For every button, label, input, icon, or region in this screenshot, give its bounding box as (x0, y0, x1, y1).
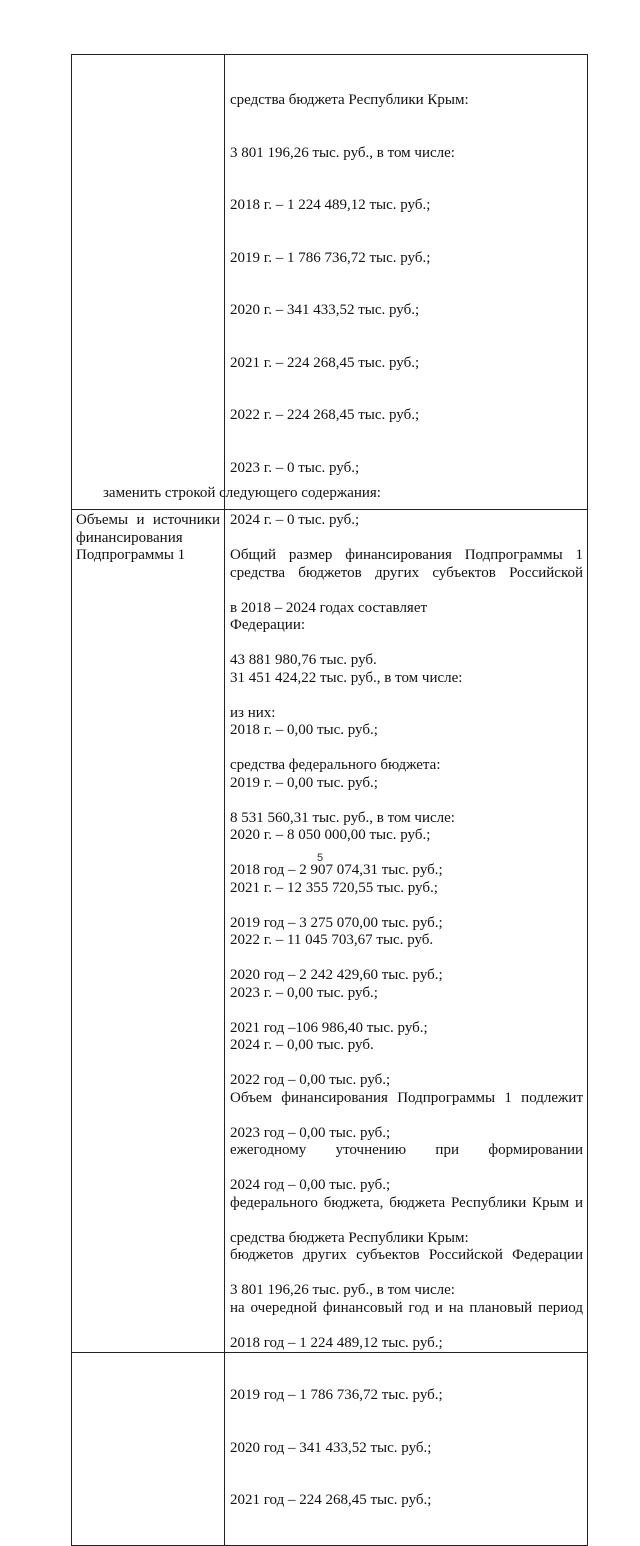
text-line: 2021 г. – 12 355 720,55 тыс. руб.; (230, 879, 438, 896)
text-line: 2022 год – 0,00 тыс. руб.; (230, 1072, 391, 1088)
bottom-table-right-cell (225, 510, 588, 1546)
text-line: 2019 г. – 0,00 тыс. руб.; (230, 774, 378, 791)
text-line: финансирования (76, 529, 183, 546)
text-line: 2018 год – 1 224 489,12 тыс. руб.; (230, 1334, 443, 1351)
text-line: средства федерального бюджета: (230, 757, 441, 773)
text-line: 8 531 560,31 тыс. руб., в том числе: (230, 809, 455, 826)
bottom-table-right-text (225, 510, 587, 1545)
text-line: 2023 г. – 0 тыс. руб.; (230, 459, 360, 476)
text-line: Подпрограммы 1 (76, 547, 186, 563)
replace-instruction: заменить строкой следующего содержания: (103, 485, 381, 501)
text-line: 2020 г. – 341 433,52 тыс. руб.; (230, 302, 420, 318)
text-line: 2024 г. – 0 тыс. руб.; (230, 512, 360, 528)
text-line: 2022 г. – 11 045 703,67 тыс. руб. (230, 932, 434, 948)
text-line: 2022 г. – 224 268,45 тыс. руб.; (230, 407, 420, 423)
text-line: 2020 г. – 8 050 000,00 тыс. руб.; (230, 827, 431, 843)
text-line: 2021 год –106 986,40 тыс. руб.; (230, 1019, 428, 1036)
page-number: 5 (316, 852, 324, 864)
text-line: 43 881 980,76 тыс. руб. (230, 652, 377, 668)
text-line: средства бюджетов других субъектов Российской (230, 564, 583, 581)
text-line: 3 801 196,26 тыс. руб., в том числе: (230, 144, 455, 161)
text-line: в 2018 – 2024 годах составляет (230, 599, 428, 616)
text-line: 2023 г. – 0,00 тыс. руб.; (230, 984, 378, 1001)
text-line: 31 451 424,22 тыс. руб., в том числе: (230, 669, 463, 686)
bottom-table-left-text (72, 510, 224, 565)
text-line: 2018 год – 2 907 074,31 тыс. руб.; (230, 862, 443, 878)
text-line: федерального бюджета, бюджета Республики Крым и (230, 1194, 583, 1211)
text-line: 2018 г. – 0,00 тыс. руб.; (230, 722, 378, 738)
text-line: Объем финансирования Подпрограммы 1 подлежит (230, 1089, 583, 1106)
text-line: 2018 г. – 1 224 489,12 тыс. руб.; (230, 197, 431, 213)
text-line: 2019 год – 1 786 736,72 тыс. руб.; (230, 1387, 443, 1403)
text-line: 2023 год – 0,00 тыс. руб.; (230, 1124, 391, 1141)
text-line: Федерации: (230, 617, 306, 633)
table-row (72, 510, 588, 1546)
text-line: из них: (230, 704, 276, 721)
text-line: 2024 г. – 0,00 тыс. руб. (230, 1037, 374, 1053)
bottom-table (71, 509, 588, 1546)
text-line: 2021 г. – 224 268,45 тыс. руб.; (230, 354, 420, 371)
text-line: Общий размер финансирования Подпрограммы 1 (230, 547, 583, 563)
text-line: 2019 год – 3 275 070,00 тыс. руб.; (230, 914, 443, 931)
text-line: 2021 год – 224 268,45 тыс. руб.; (230, 1492, 432, 1508)
text-line: Объемы и источники (76, 512, 220, 528)
text-line: ежегодному уточнению при формировании (230, 1142, 583, 1158)
text-line: 2019 г. – 1 786 736,72 тыс. руб.; (230, 249, 431, 266)
text-line: бюджетов других субъектов Российской Федерации (230, 1247, 583, 1263)
text-line: средства бюджета Республики Крым: (230, 1229, 469, 1246)
bottom-table-left-cell (72, 510, 225, 1546)
text-line: на очередной финансовый год и на плановый период (230, 1299, 583, 1316)
text-line: 2024 год – 0,00 тыс. руб.; (230, 1177, 391, 1193)
text-line: средства бюджета Республики Крым: (230, 92, 469, 108)
top-table-left-text (72, 55, 224, 57)
text-line: 2020 год – 2 242 429,60 тыс. руб.; (230, 967, 443, 983)
text-line: 2020 год – 341 433,52 тыс. руб.; (230, 1439, 432, 1456)
text-line: 3 801 196,26 тыс. руб., в том числе: (230, 1282, 455, 1298)
